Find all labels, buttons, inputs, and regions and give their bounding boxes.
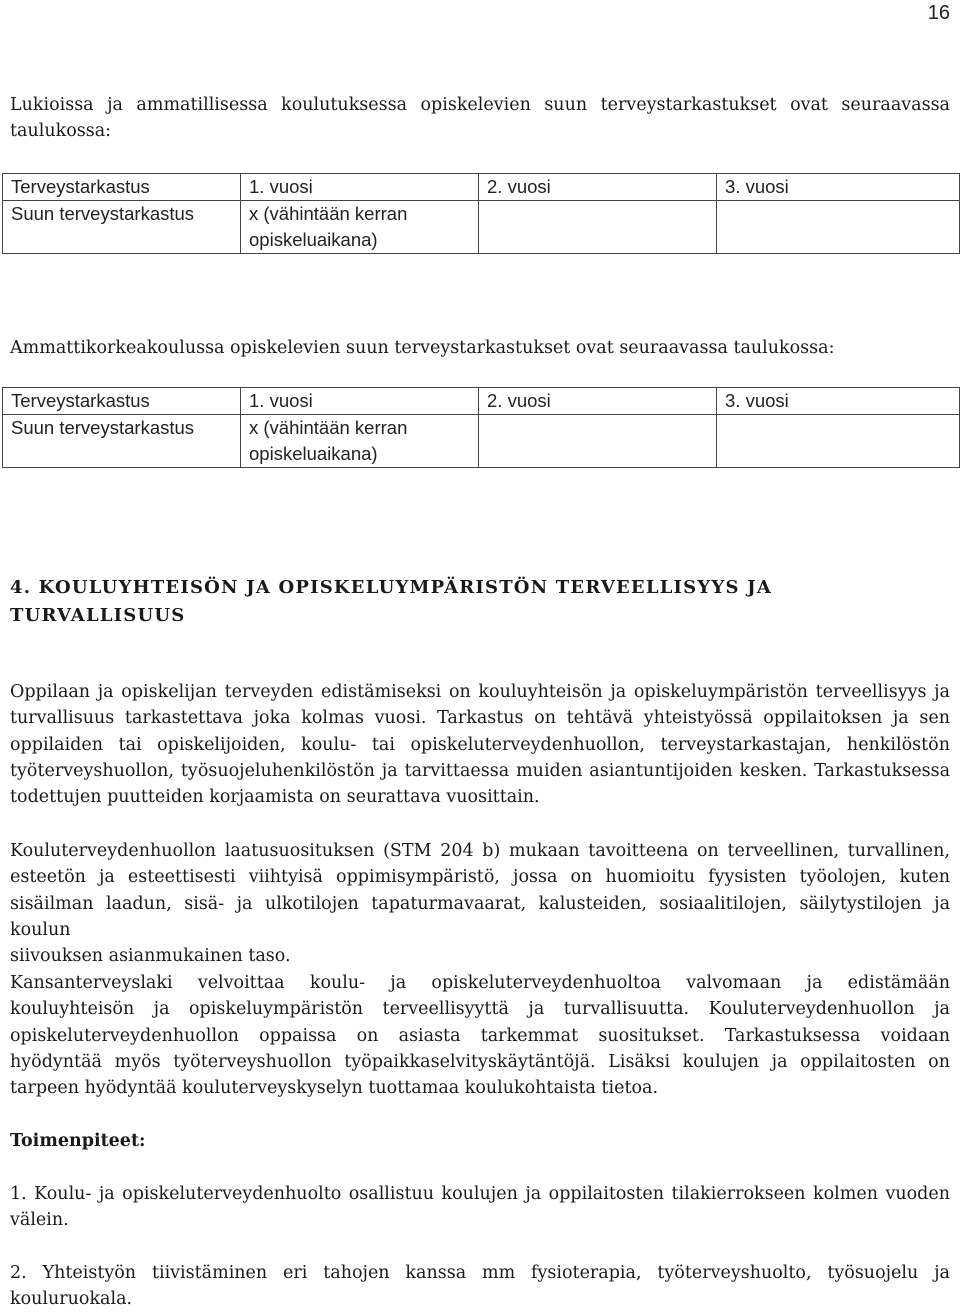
section-heading-line: 4. KOULUYHTEISÖN JA OPISKELUYMPÄRISTÖN TERVEELLISYYS JA [10,577,773,598]
table-header-row [3,388,960,415]
table-header-cell: 3. vuosi [717,174,960,201]
table-cell [479,415,717,468]
body-paragraph [10,838,950,969]
table-header-cell: 2. vuosi [479,174,717,201]
text-line: Ammattikorkeakoulussa opiskelevien suun terveystarkastukset ovat seuraavassa taulukossa: [10,338,835,358]
table-header-cell: Terveystarkastus [3,388,241,415]
text-line: välein. [10,1210,69,1231]
text-line: todettujen puutteiden korjaamista on seurattava vuosittain. [10,787,540,808]
intro-paragraph-2 [10,335,950,361]
text-line: Oppilaan ja opiskelijan terveyden edistämiseksi on kouluyhteisön ja opiskeluympäristön terveellisyys ja [10,682,950,702]
table-cell: x (vähintään kerran opiskeluaikana) [241,415,479,468]
text-line: hyödyntää myös työterveyshuollon työpaikkaselvityskäytäntöjä. Lisäksi koulujen ja oppilaitosten on [10,1051,950,1072]
text-line: kouluruokala. [10,1289,133,1310]
table-cell: Suun terveystarkastus [3,201,241,254]
page-number: 16 [927,2,950,24]
text-line: turvallisuus tarkastettava joka kolmas vuosi. Tarkastus on tehtävä yhteistyössä oppilaitoksen ja sen [10,708,950,729]
table-cell [717,415,960,468]
table-row [3,201,960,254]
text-line: esteetön ja esteettisesti viihtyisä oppimisympäristö, jossa on huomioitu fyysisten työolojen, kuten [10,867,950,888]
text-line: siivouksen asianmukainen taso. [10,946,291,967]
section-heading [10,574,910,630]
table-cell [479,201,717,254]
text-line: Kansanterveyslaki velvoittaa koulu- ja opiskeluterveydenhuoltoa valvomaan ja edistämään [10,973,950,993]
measures-heading [10,1128,950,1154]
text-line: kouluyhteisön ja opiskeluympäristön terveellisyyttä ja turvallisuutta. Kouluterveydenhuollon ja [10,999,950,1020]
text-line: työterveyshuollon, työsuojeluhenkilöstön ja tarvittaessa muiden asiantuntijoiden kesken. Tarkastuksessa [10,760,950,781]
table-header-row [3,174,960,201]
oral-health-table-polytechnic [2,387,960,468]
measure-item [10,1181,950,1234]
table-header-cell: 3. vuosi [717,388,960,415]
table-header-cell: Terveystarkastus [3,174,241,201]
oral-health-table-upper-secondary [2,173,960,254]
text-line: tarpeen hyödyntää kouluterveyskyselyn tuottamaa koulukohtaista tietoa. [10,1078,659,1099]
text-line: 1. Koulu- ja opiskeluterveydenhuolto osallistuu koulujen ja oppilaitosten tilakierrokseen kolmen vuoden [10,1184,950,1204]
table-row [3,415,960,468]
table-header-cell: 1. vuosi [241,174,479,201]
table-header-cell: 2. vuosi [479,388,717,415]
measures-heading-text: Toimenpiteet: [10,1131,146,1151]
table-cell: x (vähintään kerran opiskeluaikana) [241,201,479,254]
text-line: oppilaiden tai opiskelijoiden, koulu- tai opiskeluterveydenhuollon, terveystarkastajan, henkilöstön [10,734,950,755]
table-cell: Suun terveystarkastus [3,415,241,468]
measure-item [10,1260,950,1313]
table-header-cell: 1. vuosi [241,388,479,415]
table-cell [717,201,960,254]
body-paragraph [10,679,950,810]
body-paragraph [10,970,950,1101]
text-line: sisäilman laadun, sisä- ja ulkotilojen tapaturmavaarat, kalusteiden, sosiaalitilojen, säilytystilojen ja koulun [10,893,950,940]
text-line: Lukioissa ja ammatillisessa koulutuksessa opiskelevien suun terveystarkastukset ovat seuraavassa [10,95,950,115]
text-line: 2. Yhteistyön tiivistäminen eri tahojen kanssa mm fysioterapia, työterveyshuolto, työsuojelu ja [10,1263,950,1283]
text-line: opiskeluterveydenhuollon oppaissa on asiasta tarkemmat suositukset. Tarkastuksessa voidaan [10,1025,950,1046]
text-line: Kouluterveydenhuollon laatusuosituksen (STM 204 b) mukaan tavoitteena on terveellinen, turvallinen, [10,841,950,861]
text-line: taulukossa: [10,121,112,142]
section-heading-line: TURVALLISUUS [10,605,186,626]
intro-paragraph-1 [10,92,950,145]
